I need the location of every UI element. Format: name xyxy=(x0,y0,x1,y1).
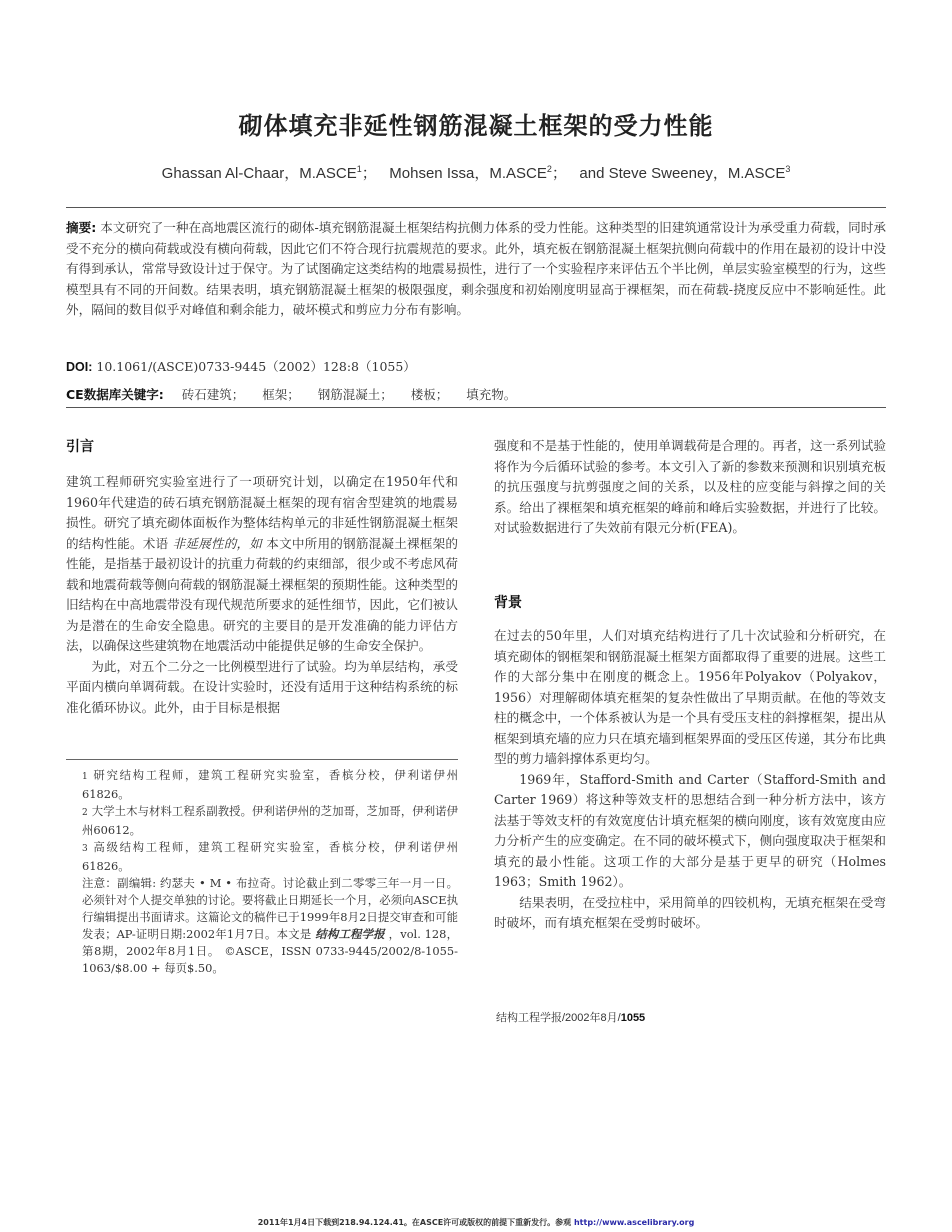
keywords-label: CE数据库关键字: xyxy=(66,387,164,402)
editorial-note: 注意：副编辑: 约瑟夫 • M • 布拉奇。讨论截止到二零零三年一月一日。必须针对个人提交单独的讨论。要将截止日期延长一个月，必须向ASCE执行编辑提出书面请求。这篇论文的稿件已于1999年8月2日提交审查和可能发表；AP-证明日期:2002年1月7日。本文是 结构工程学报 ，vol. 128，第8期，2002年8月1日。 ©ASCE，ISSN 0733-9445/2002/8-1055-1063/$8.00 + 每页$.50。 xyxy=(82,876,458,975)
keyword: 砖石建筑； xyxy=(181,387,245,402)
keywords-bottom-rule xyxy=(66,407,886,408)
section-heading-intro: 引言 xyxy=(66,439,94,455)
abstract-label: 摘要: xyxy=(66,220,97,235)
keyword: 填充物。 xyxy=(466,387,517,402)
right-column-body xyxy=(494,626,886,934)
footer-journal: 结构工程学报/2002年8月/ xyxy=(496,1012,621,1024)
author-1: Ghassan Al-Chaar，M.ASCE$^1$； xyxy=(161,164,377,182)
footnotes xyxy=(66,767,458,977)
page-number: 1055 xyxy=(620,1012,646,1024)
footnote-1: 1 研究结构工程师，建筑工程研究实验室，香槟分校，伊利诺伊州61826。 xyxy=(82,768,458,801)
paragraph: 在过去的50年里，人们对填充结构进行了几十次试验和分析研究，在填充砌体的钢框架和钢筋混凝土框架方面都取得了重要的进展。这些工作的大部分集中在刚度的概念上。1956年Polyakov（Polyakov，1956）对理解砌体填充框架的复杂性做出了早期贡献。在他的等效支柱的概念中，一个体系被认为是一个具有受压支柱的斜撑框架，提出从框架到填充墙的应力只在填充墙到框架界面的受压区传递，其分布比典型的剪力墙斜撑体系更均匀。 xyxy=(494,628,886,766)
author-3: and Steve Sweeney，M.ASCE$^3$ xyxy=(579,164,791,182)
doi-line xyxy=(66,357,416,375)
keyword: 钢筋混凝土； xyxy=(317,387,393,402)
abstract-text: 本文研究了一种在高地震区流行的砌体-填充钢筋混凝土框架结构抗侧力体系的受力性能。这种类型的旧建筑通常设计为承受重力荷载，同时承受不充分的横向荷载或没有横向荷载，因此它们不符合现行抗震规范的要求。此外，填充板在钢筋混凝土框架抗侧向荷载中的作用在最初的设计中没有得到承认，常常导致设计过于保守。为了试图确定这类结构的地震易损性，进行了一个实验程序来评估五个半比例，单层实验室模型的行为，这些模型具有不同的开间数。结果表明，填充钢筋混凝土框架的极限强度，剩余强度和初始刚度明显高于裸框架，而在荷载-挠度反应中不影响延性。此外，隔间的数目似乎对峰值和剩余能力，破坏模式和剪应力分布有影响。 xyxy=(66,220,886,317)
footnote-2: 2 大学土木与材料工程系副教授。伊利诺伊州的芝加哥，芝加哥，伊利诺伊州60612。 xyxy=(82,804,458,837)
doi-label: DOI: xyxy=(66,360,93,374)
author-2: Mohsen Issa，M.ASCE$^2$； xyxy=(389,164,567,182)
abstract xyxy=(66,218,886,321)
abstract-top-rule xyxy=(66,207,886,208)
download-notice: 2011年1月4日下载到218.94.124.41。在ASCE许可或版权的前提下重新发行。参观 http://www.ascelibrary.org xyxy=(257,1218,695,1227)
keyword: 框架； xyxy=(262,387,300,402)
paragraph: 建筑工程师研究实验室进行了一项研究计划，以确定在1950年代和1960年代建造的砖石填充钢筋混凝土框架的现有宿舍型建筑的地震易损性。研究了填充砌体面板作为整体结构单元的非延性钢筋混凝土框架的结构性能。术语 非延展性的，如 本文中所用的钢筋混凝土裸框架的性能，是指基于最初设计的抗重力荷载的约束细部，很少或不考虑风荷载和地震荷载等侧向荷载的钢筋混凝土裸框架的预期性能。这种类型的旧结构在中高地震带没有现代规范所要求的延性细节，因此，它们被认为是潜在的生命安全隐患。研究的主要目的是开发准确的能力评估方法，以确保这些建筑物在地震活动中能提供足够的生命安全保护。 xyxy=(66,474,458,653)
footnote-3: 3 高级结构工程师，建筑工程研究实验室，香槟分校，伊利诺伊州61826。 xyxy=(82,840,458,873)
journal-name: 结构工程学报 xyxy=(315,927,385,941)
paragraph: 强度和不是基于性能的，使用单调载荷是合理的。再者，这一系列试验将作为今后循环试验的参考。本文引入了新的参数来预测和识别填充板的抗压强度与抗剪强度之间的关系，以及柱的应变能与斜撑之间的关系。给出了裸框架和填充框架的峰前和峰后实验数据，并进行了比较。对试验数据进行了失效前有限元分析(FEA)。 xyxy=(494,438,886,535)
paragraph: 结果表明，在受拉柱中，采用简单的四铰机构，无填充框架在受弯时破坏，而有填充框架在受剪时破坏。 xyxy=(494,894,886,930)
keyword: 楼板； xyxy=(410,387,449,402)
paragraph: 1969年，Stafford-Smith and Carter（Stafford-Smith and Carter 1969）将这种等效支杆的思想结合到一种分析方法中，该方法基于等效支杆的有效宽度估计填充框架的横向刚度，该有效宽度由应力分析产生的应变确定。在不同的破坏模式下，侧向强度取决于框架和填充的最小性能。这项工作的大部分是基于更早的研究（Holmes 1963；Smith 1962）。 xyxy=(494,771,886,889)
author-line xyxy=(0,162,952,183)
section-heading-background: 背景 xyxy=(494,595,522,611)
paper-title: 砌体填充非延性钢筋混凝土框架的受力性能 xyxy=(238,112,714,140)
doi-value: 10.1061/(ASCE)0733-9445（2002）128:8（1055） xyxy=(96,359,416,374)
keywords-line xyxy=(66,385,530,403)
paragraph: 为此，对五个二分之一比例模型进行了试验。均为单层结构，承受平面内横向单调荷载。在设计实验时，还没有适用于这种结构系统的标准化循环协议。此外，由于目标是根据 xyxy=(66,658,458,715)
footnote-rule xyxy=(66,759,458,760)
ascelibrary-link[interactable]: http://www.ascelibrary.org xyxy=(573,1218,695,1227)
page-footer xyxy=(496,1009,645,1025)
left-column-body xyxy=(66,472,458,718)
right-column-top xyxy=(494,436,886,539)
